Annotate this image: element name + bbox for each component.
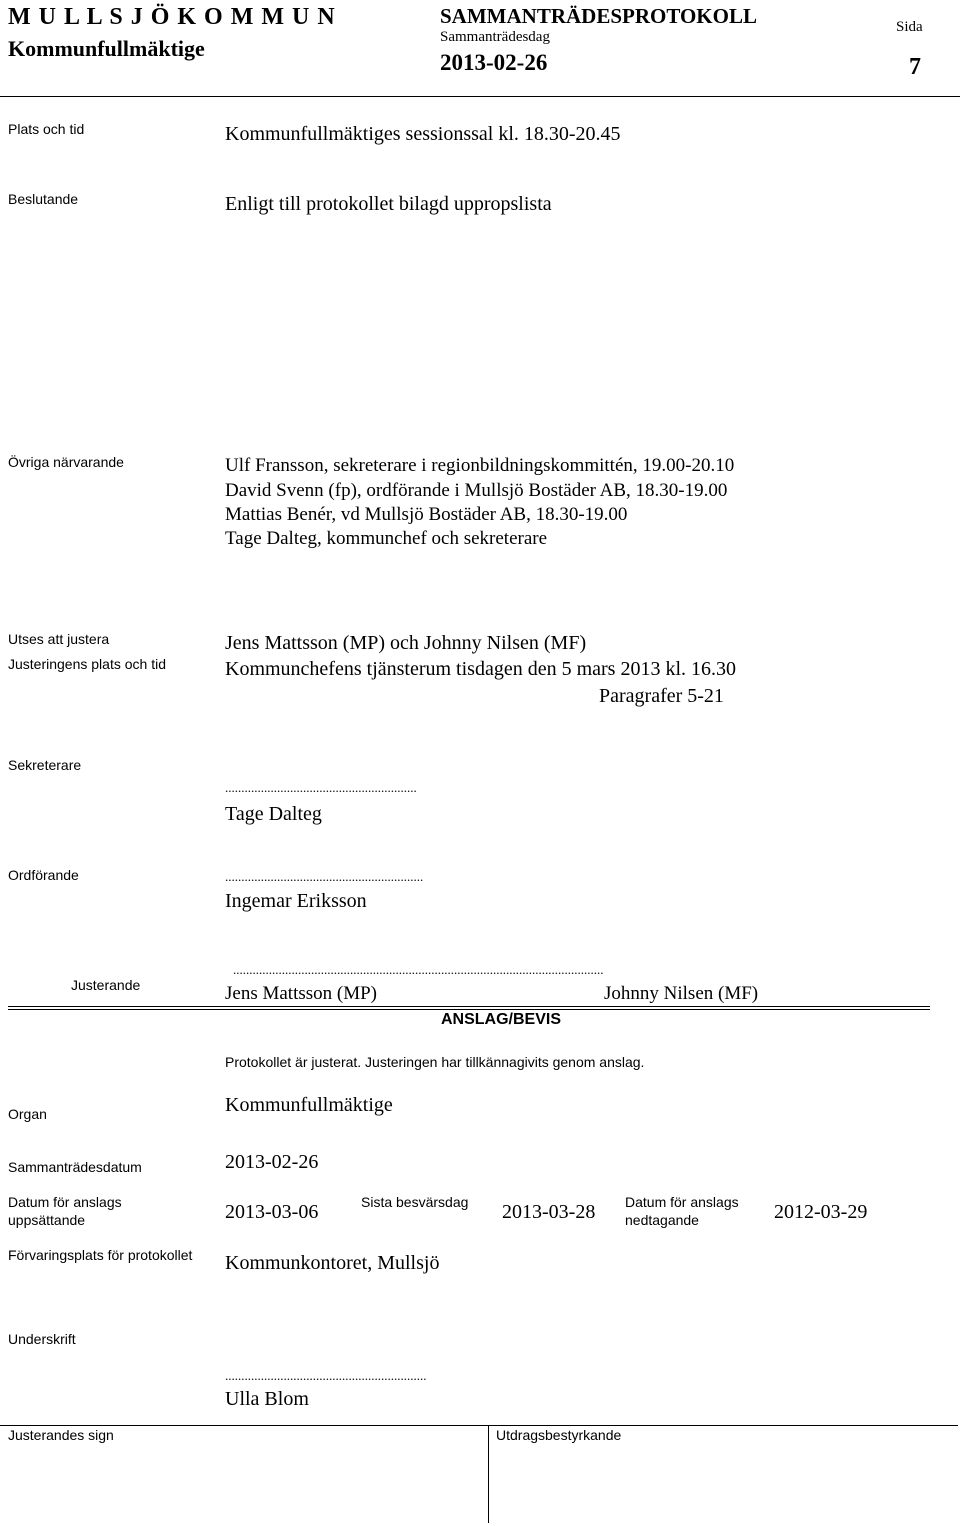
storage-value: Kommunkontoret, Mullsjö [225, 1252, 440, 1274]
organ-label: Organ [8, 1106, 47, 1122]
chair-signature-line: ............................................................. [225, 869, 424, 884]
posted-date-value: 2013-03-06 [225, 1201, 319, 1223]
signatory-name: Ulla Blom [225, 1388, 309, 1410]
adjusters-sign-label: Justerandes sign [8, 1427, 114, 1443]
notice-title: ANSLAG/BEVIS [441, 1011, 562, 1028]
meeting-date-notice-value: 2013-02-26 [225, 1151, 319, 1173]
adjusters-signature-line: .................................................................................................................. [233, 962, 604, 977]
meeting-date: 2013-02-26 [440, 50, 548, 75]
adjuster-2-name: Johnny Nilsen (MF) [604, 983, 759, 1004]
storage-label: Förvaringsplats för protokollet [8, 1247, 193, 1263]
signature-line: .............................................................. [225, 1368, 427, 1383]
page-label: Sida [896, 19, 923, 35]
extract-certification-label: Utdragsbestyrkande [496, 1427, 622, 1443]
header-rule [0, 96, 960, 97]
signature-label: Underskrift [8, 1331, 76, 1347]
others-present-line-3: Mattias Benér, vd Mullsjö Bostäder AB, 18.30-19.00 [225, 504, 628, 525]
removed-date-value: 2012-03-29 [774, 1201, 868, 1223]
secretary-name: Tage Dalteg [225, 803, 322, 825]
adjustment-place-value: Kommunchefens tjänsterum tisdagen den 5 mars 2013 kl. 16.30 [225, 658, 737, 680]
deciding-label: Beslutande [8, 191, 79, 207]
appeal-deadline-label: Sista besvärsdag [361, 1194, 469, 1210]
secretary-signature-line: ........................................................... [225, 780, 417, 795]
removed-date-label-line-2: nedtagande [625, 1212, 699, 1228]
footer-rule [0, 1425, 958, 1426]
posted-date-label-line-2: uppsättande [8, 1212, 86, 1228]
adjustment-place-label: Justeringens plats och tid [8, 656, 166, 672]
notice-rule-top [8, 1006, 930, 1007]
others-present-line-4: Tage Dalteg, kommunchef och sekreterare [225, 528, 548, 549]
adjusters-value: Jens Mattsson (MP) och Johnny Nilsen (MF) [225, 632, 587, 654]
document-type: SAMMANTRÄDESPROTOKOLL [440, 4, 757, 28]
secretary-label: Sekreterare [8, 757, 82, 773]
page-number: 7 [909, 54, 921, 80]
adjusters-label: Utses att justera [8, 631, 110, 647]
place-label: Plats och tid [8, 121, 85, 137]
appeal-deadline-value: 2013-03-28 [502, 1201, 596, 1223]
chair-label: Ordförande [8, 867, 79, 883]
chair-name: Ingemar Eriksson [225, 890, 367, 912]
others-present-line-1: Ulf Fransson, sekreterare i regionbildningskommittén, 19.00-20.10 [225, 455, 735, 476]
place-value: Kommunfullmäktiges sessionssal kl. 18.30-20.45 [225, 123, 621, 145]
others-present-label: Övriga närvarande [8, 454, 124, 470]
notice-statement: Protokollet är justerat. Justeringen har tillkännagivits genom anslag. [225, 1054, 645, 1070]
council-name: Kommunfullmäktige [8, 36, 205, 61]
adjuster-1-name: Jens Mattsson (MP) [225, 983, 378, 1004]
meeting-date-label: Sammanträdesdag [440, 29, 550, 45]
removed-date-label-line-1: Datum för anslags [625, 1194, 739, 1210]
organ-value: Kommunfullmäktige [225, 1094, 393, 1116]
others-present-line-2: David Svenn (fp), ordförande i Mullsjö Bostäder AB, 18.30-19.00 [225, 480, 728, 501]
paragraphs: Paragrafer 5-21 [599, 685, 724, 707]
notice-rule-bottom [8, 1009, 930, 1010]
adjusters-signature-label: Justerande [71, 977, 141, 993]
meeting-date-notice-label: Sammanträdesdatum [8, 1159, 142, 1175]
posted-date-label-line-1: Datum för anslags [8, 1194, 122, 1210]
footer-divider [488, 1425, 489, 1523]
municipality-name: M U L L S J Ö K O M M U N [8, 4, 336, 30]
deciding-value: Enligt till protokollet bilagd uppropslista [225, 193, 552, 215]
